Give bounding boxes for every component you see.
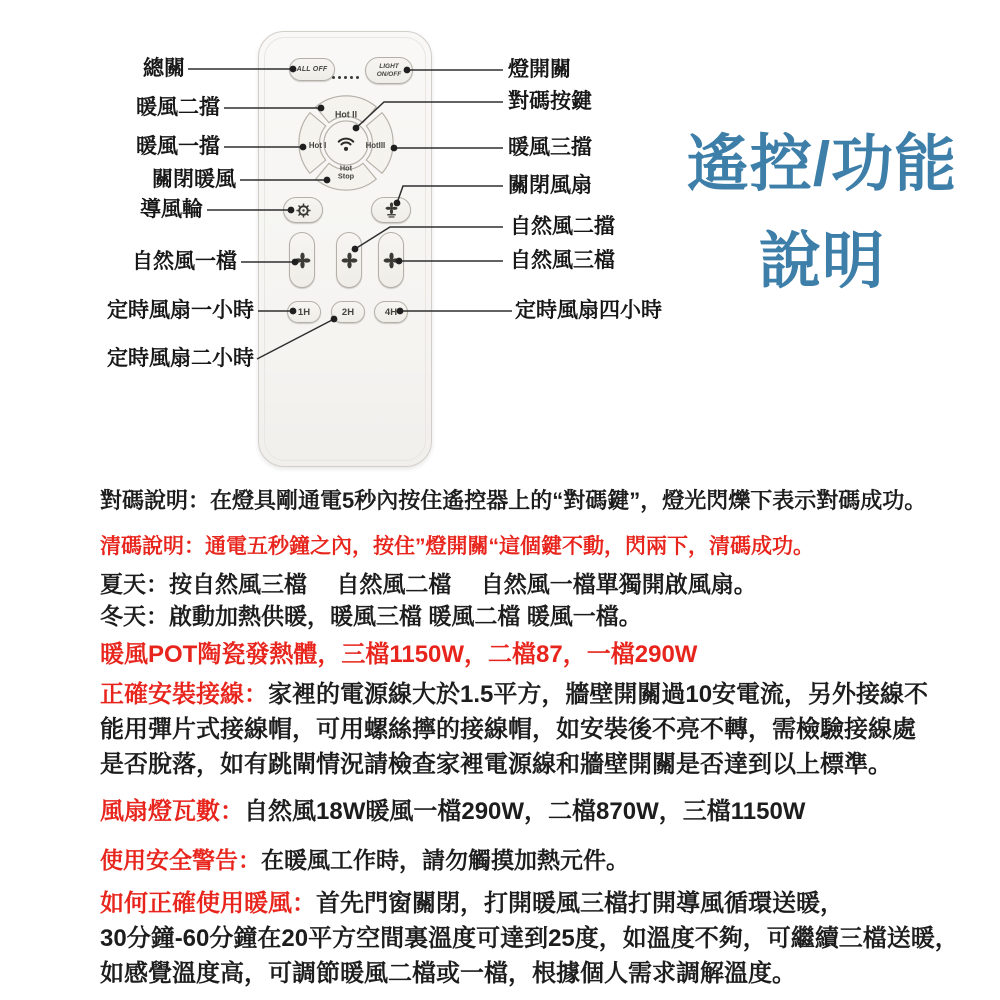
wiring-line-3: 是否脫落，如有跳閘情況請檢查家裡電源線和牆壁開關是否達到以上標準。 (100, 751, 892, 778)
usage-line-2: 30分鐘-60分鐘在20平方空間裏溫度可達到25度，如溫度不夠，可繼續三檔送暖， (100, 925, 959, 952)
winter-label: 冬天： (100, 603, 169, 629)
fan-off-icon (383, 202, 400, 219)
wiring-text-1: 家裡的電源線大於1.5平方，牆壁開關過10安電流，另外接線不 (268, 681, 929, 708)
fan-icon (383, 252, 400, 269)
pairing-instructions-label: 對碼說明： (100, 488, 211, 513)
wattage-text: 自然風18W暖風一檔290W，二檔870W，三檔1150W (244, 798, 806, 825)
timer-4h-button[interactable]: 4H (374, 301, 408, 323)
callout-heat-1: 暖風一擋 (136, 135, 220, 158)
safety-text: 在暖風工作時，請勿觸摸加熱元件。 (261, 847, 629, 873)
callout-louver: 導風輪 (140, 198, 203, 221)
callout-fan-3: 自然風三檔 (510, 249, 615, 272)
usage-text-1: 首先門窗關閉，打開暖風三檔打開導風循環送暖， (316, 890, 844, 917)
callout-light: 燈開關 (508, 58, 571, 81)
winter-line (100, 600, 980, 632)
timer-1h-button[interactable]: 1H (287, 301, 321, 323)
summer-label: 夏天： (100, 571, 169, 597)
light-button-line1: LIGHT (379, 62, 399, 70)
callout-heat-off: 關閉暖風 (152, 168, 236, 191)
fan-off-button[interactable] (371, 197, 411, 223)
heater-power-text: 暖風POT陶瓷發熱體，三檔1150W，二檔87，一檔290W (100, 641, 698, 668)
usage-instructions (100, 886, 980, 991)
wiring-instructions (100, 677, 980, 782)
callout-master-off: 總關 (143, 57, 185, 80)
wattage-note (100, 791, 980, 826)
heat-stop-label-line1: Hot (339, 163, 353, 173)
light-button-line2: ON/OFF (376, 70, 402, 78)
remote-control (258, 31, 432, 467)
page-title (642, 116, 1000, 310)
callout-fan-off: 關閉風扇 (508, 174, 592, 197)
page-title-line1: 遙控/功能 (686, 130, 958, 199)
heat-2-label: Hot II (334, 109, 358, 120)
callout-pairing: 對碼按鍵 (508, 90, 592, 113)
callout-fan-2: 自然風二擋 (510, 215, 615, 238)
natural-wind-3-button[interactable] (378, 232, 404, 288)
light-on-off-button[interactable] (365, 57, 413, 84)
louver-button[interactable] (283, 197, 323, 223)
usage-line-1 (100, 886, 980, 921)
callout-timer-4h: 定時風扇四小時 (515, 299, 662, 322)
clear-code-instructions (100, 530, 980, 560)
clear-code-text: 清碼說明：通電五秒鐘之內，按住”燈開關“這個鍵不動，閃兩下，清碼成功。 (100, 535, 814, 558)
usage-label: 如何正確使用暖風： (100, 890, 316, 917)
season-instructions (100, 568, 980, 632)
heat-3-label: HotIII (365, 140, 386, 150)
heat-stop-label-line2: Stop (337, 171, 355, 181)
wiring-line-1 (100, 677, 980, 712)
pairing-instructions-text: 在燈具剛通電5秒內按住遙控器上的“對碼鍵”，燈光閃爍下表示對碼成功。 (210, 488, 927, 513)
summer-line (100, 568, 980, 600)
callout-fan-1: 自然風一檔 (132, 250, 237, 273)
wattage-label: 風扇燈瓦數： (100, 798, 244, 825)
pairing-instructions (100, 484, 980, 515)
callout-timer-2h: 定時風扇二小時 (107, 347, 254, 370)
callout-timer-1h: 定時風扇一小時 (107, 299, 254, 322)
callout-heat-2: 暖風二擋 (136, 96, 220, 119)
callout-heat-3: 暖風三擋 (508, 136, 592, 159)
safety-label: 使用安全警告： (100, 847, 261, 873)
heat-1-label: Hot I (308, 140, 327, 150)
heat-dpad (297, 94, 395, 192)
natural-wind-1-button[interactable] (289, 232, 315, 288)
timer-2h-button[interactable]: 2H (331, 301, 365, 323)
page-title-line2: 說明 (758, 227, 885, 296)
wiring-line-2: 能用彈片式接線帽，可用螺絲擰的接線帽，如安裝後不亮不轉，需檢驗接線處 (100, 716, 916, 743)
heater-power-note (100, 634, 980, 669)
all-off-button[interactable]: ALL OFF (289, 58, 335, 81)
fan-icon (294, 252, 311, 269)
winter-text: 啟動加熱供暖，暖風三檔 暖風二檔 暖風一檔。 (169, 603, 642, 629)
wiring-label: 正確安裝接線： (100, 681, 268, 708)
fan-icon (341, 252, 358, 269)
usage-line-3: 如感覺溫度高，可調節暖風二檔或一檔，根據個人需求調解溫度。 (100, 960, 796, 987)
gear-icon (295, 202, 312, 219)
safety-warning (100, 842, 980, 875)
summer-text: 按自然風三檔 自然風二檔 自然風一檔單獨開啟風扇。 (169, 571, 757, 597)
natural-wind-2-button[interactable] (336, 232, 362, 288)
